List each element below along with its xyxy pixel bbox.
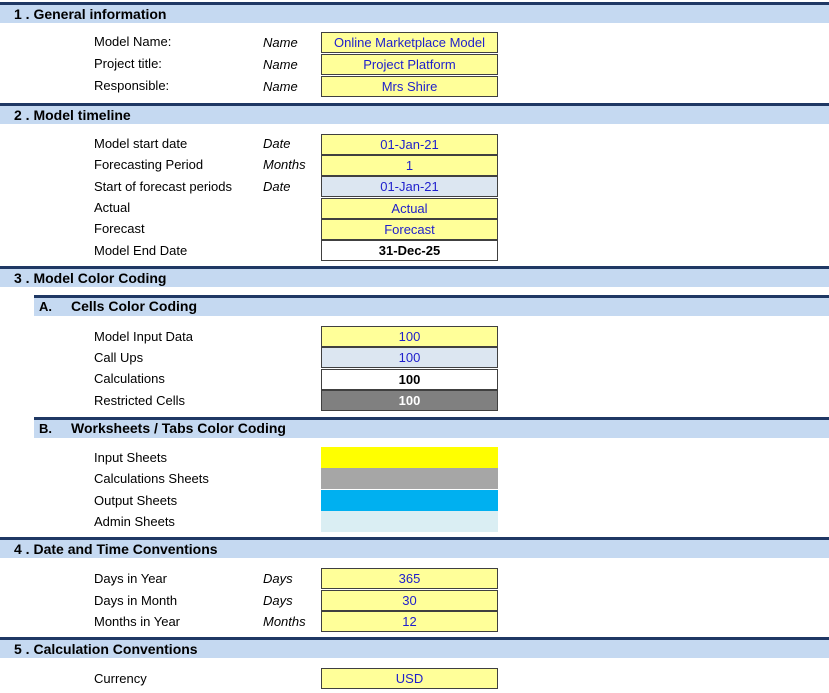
days-in-year-field[interactable]: 365 xyxy=(321,568,498,589)
label-start-forecast-periods: Start of forecast periods xyxy=(94,179,233,194)
label-model-end-date: Model End Date xyxy=(94,243,188,258)
unit-days-in-month: Days xyxy=(263,593,293,608)
unit-project-title: Name xyxy=(263,57,298,72)
start-forecast-periods-field[interactable]: 01-Jan-21 xyxy=(321,176,498,197)
section-header-general xyxy=(0,2,829,23)
calculations-sheets-swatch xyxy=(321,468,498,489)
section-title: 3 . Model Color Coding xyxy=(14,270,167,286)
label-calculations: Calculations xyxy=(94,371,165,386)
output-sheets-swatch xyxy=(321,490,498,511)
label-forecasting-period: Forecasting Period xyxy=(94,157,204,172)
label-currency: Currency xyxy=(94,671,147,686)
unit-months-in-year: Months xyxy=(263,614,306,629)
call-ups-cell[interactable]: 100 xyxy=(321,347,498,368)
days-in-month-field[interactable]: 30 xyxy=(321,590,498,611)
model-start-date-field[interactable]: 01-Jan-21 xyxy=(321,134,498,155)
section-title: 1 . General information xyxy=(14,6,167,22)
label-model-name: Model Name: xyxy=(94,34,172,49)
label-forecast: Forecast xyxy=(94,221,145,236)
unit-forecasting-period: Months xyxy=(263,157,306,172)
label-months-in-year: Months in Year xyxy=(94,614,181,629)
subsection-header-cells xyxy=(34,295,829,316)
label-admin-sheets: Admin Sheets xyxy=(94,514,175,529)
months-in-year-field[interactable]: 12 xyxy=(321,611,498,632)
forecasting-period-field[interactable]: 1 xyxy=(321,155,498,176)
label-calculations-sheets: Calculations Sheets xyxy=(94,471,209,486)
label-output-sheets: Output Sheets xyxy=(94,493,178,508)
unit-responsible: Name xyxy=(263,79,298,94)
label-responsible: Responsible: xyxy=(94,78,170,93)
restricted-cells-cell[interactable]: 100 xyxy=(321,390,498,411)
subsection-title: Worksheets / Tabs Color Coding xyxy=(71,420,286,436)
unit-model-start-date: Date xyxy=(263,136,291,151)
admin-sheets-swatch xyxy=(321,511,498,532)
model-input-data-cell[interactable]: 100 xyxy=(321,326,498,347)
section-header-calculation xyxy=(0,637,829,658)
label-project-title: Project title: xyxy=(94,56,162,71)
project-title-field[interactable]: Project Platform xyxy=(321,54,498,75)
section-title: 2 . Model timeline xyxy=(14,107,131,123)
subsection-header-tabs xyxy=(34,417,829,438)
unit-days-in-year: Days xyxy=(263,571,293,586)
subsection-letter: B. xyxy=(39,421,52,436)
unit-start-forecast-periods: Date xyxy=(263,179,291,194)
subsection-title: Cells Color Coding xyxy=(71,298,197,314)
label-restricted-cells: Restricted Cells xyxy=(94,393,186,408)
currency-field[interactable]: USD xyxy=(321,668,498,689)
label-days-in-year: Days in Year xyxy=(94,571,167,586)
responsible-field[interactable]: Mrs Shire xyxy=(321,76,498,97)
label-input-sheets: Input Sheets xyxy=(94,450,167,465)
label-actual: Actual xyxy=(94,200,131,215)
section-title: 5 . Calculation Conventions xyxy=(14,641,198,657)
label-days-in-month: Days in Month xyxy=(94,593,178,608)
section-header-color-coding xyxy=(0,266,829,287)
unit-model-name: Name xyxy=(263,35,298,50)
section-title: 4 . Date and Time Conventions xyxy=(14,541,218,557)
input-sheets-swatch xyxy=(321,447,498,468)
forecast-field[interactable]: Forecast xyxy=(321,219,498,240)
label-model-input-data: Model Input Data xyxy=(94,329,194,344)
label-call-ups: Call Ups xyxy=(94,350,144,365)
model-name-field[interactable]: Online Marketplace Model xyxy=(321,32,498,53)
calculations-cell[interactable]: 100 xyxy=(321,369,498,390)
model-end-date-field[interactable]: 31-Dec-25 xyxy=(321,240,498,261)
actual-field[interactable]: Actual xyxy=(321,198,498,219)
section-header-timeline xyxy=(0,103,829,124)
subsection-letter: A. xyxy=(39,299,52,314)
label-model-start-date: Model start date xyxy=(94,136,188,151)
section-header-date-time xyxy=(0,537,829,558)
